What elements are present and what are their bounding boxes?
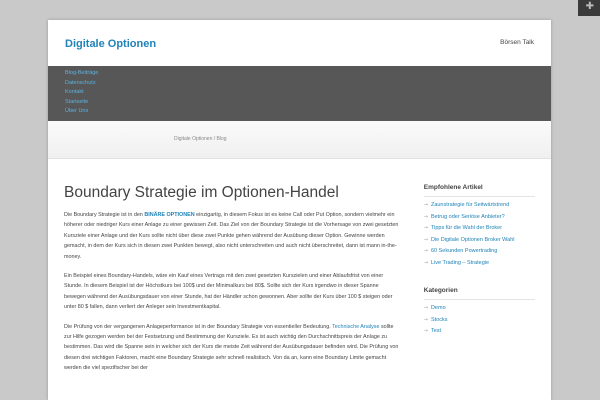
- p1-text-before: Die Boundary Strategie ist in den: [64, 212, 145, 218]
- breadcrumb-home[interactable]: Digitale Optionen: [174, 136, 213, 142]
- featured-articles-widget: [424, 184, 535, 269]
- categories-widget: [424, 287, 535, 338]
- boersen-talk-link[interactable]: Börsen Talk: [500, 39, 534, 46]
- post-title: Boundary Strategie im Optionen-Handel: [64, 184, 339, 201]
- breadcrumb-bar: [48, 121, 551, 159]
- featured-item[interactable]: → Die Digitale Optionen Broker Wahl: [424, 235, 535, 247]
- nav-item-datenschutz[interactable]: Datenschutz: [65, 79, 96, 86]
- binaere-optionen-link[interactable]: BINÄRE OPTIONEN: [144, 212, 195, 218]
- p3-text-before: Die Prüfung von der vergangenen Anlageperformance ist in der Boundary Strategie von essentieller Bedeutung.: [64, 323, 333, 330]
- plus-icon: ✚: [585, 1, 594, 12]
- sidebar: [424, 184, 535, 383]
- nav-item-blog[interactable]: Blog-Beiträge: [65, 70, 99, 76]
- post-paragraph-1: [64, 210, 402, 262]
- post-paragraph-3: [64, 322, 402, 374]
- nav-item-startseite[interactable]: Startseite: [65, 98, 89, 105]
- featured-item[interactable]: → Live Trading – Strategie: [424, 258, 535, 270]
- breadcrumb-current: Blog: [216, 136, 227, 142]
- featured-widget-title: Empfohlene Artikel: [424, 184, 535, 197]
- category-item[interactable]: → Test: [424, 326, 535, 338]
- category-item[interactable]: → Demo: [424, 303, 535, 315]
- technische-analyse-link[interactable]: Technische Analyse: [332, 323, 380, 330]
- nav-item-ueber-uns[interactable]: Über Uns: [65, 108, 89, 114]
- breadcrumb: [174, 136, 227, 142]
- category-item[interactable]: → Stocks: [424, 315, 535, 327]
- main-navigation: [48, 66, 551, 121]
- featured-item[interactable]: → Tipps für die Wahl der Broker: [424, 223, 535, 235]
- featured-item[interactable]: → Zaunstrategie für Seitwärtstrend: [424, 200, 535, 212]
- site-header: [48, 20, 551, 66]
- featured-list: [424, 200, 535, 269]
- page-container: [48, 20, 551, 400]
- p1-text-after: einzigartig, in diesem Fokus ist es keine Call oder Put Option, sondern vielmehr ein höherer oder niedriger Kurs einer Anlage zu einer gewissen Zeit. Das Ziel von der Boundary Strategie ist die Vorhersage von zwei gesetzten Kursziele einer Anlage und der Kurs sollte nicht über diese zwei Punkte gehen während der Ausübung dieser Option. Gewinne werden gemacht, in dem der Kurs sich in diesen zwei Punkten bewegt, also nicht unterschreiten und auch nicht überschreitet, dann ist mann in-the-money.: [64, 212, 399, 260]
- featured-item[interactable]: → Betrug oder Seriöse Anbieter?: [424, 212, 535, 224]
- post-article: [64, 184, 402, 383]
- categories-widget-title: Kategorien: [424, 287, 535, 300]
- breadcrumb-separator: /: [212, 136, 217, 142]
- p3-text-after: sollte zur Hilfe gezogen werden bei der Festsetzung und Bestimmung der Kursziele. Es ist auch wichtig den Durchschnittspreis der Anlage zu bestimmen. Das wird die Spanne sein in welcher sich der Kurs die meiste Zeit während der Ausübungsdauer befinden wird. Die Prüfung von diesen drei wichtigen Faktoren, macht eine Boundary Strategie sehr schnell realistisch. Von da an, kann eine Boundary Limite gemacht werden die viel spezifischer bei der: [64, 323, 399, 372]
- content-area: [48, 159, 551, 383]
- categories-list: [424, 303, 535, 338]
- admin-corner-toggle[interactable]: [578, 0, 600, 16]
- nav-item-kontakt[interactable]: Kontakt: [65, 89, 84, 95]
- site-title-link[interactable]: Digitale Optionen: [65, 38, 157, 50]
- post-paragraph-2: Ein Beispiel eines Boundary-Handels, wäre ein Kauf eines Vertrags mit den zwei gesetzten Kurszielen und einer Ablaufsfrist von einer Stunde. In diesem Beispiel ist der Höchstkurs bei 100$ und der Minimalkurs bei 80$. Sollte sich der Kurs irgendwo in dieser Spanne bewegen während der Ausübungsdauer von einer Stunde, hat der Händler schon gewonnen. Aber sollte der Kurs über 100 $ steigen oder unter 80 $ fallen, dann verliert der Anleger sein Investmentkapital.: [64, 273, 393, 311]
- featured-item[interactable]: → 60 Sekunden Powertrading: [424, 246, 535, 258]
